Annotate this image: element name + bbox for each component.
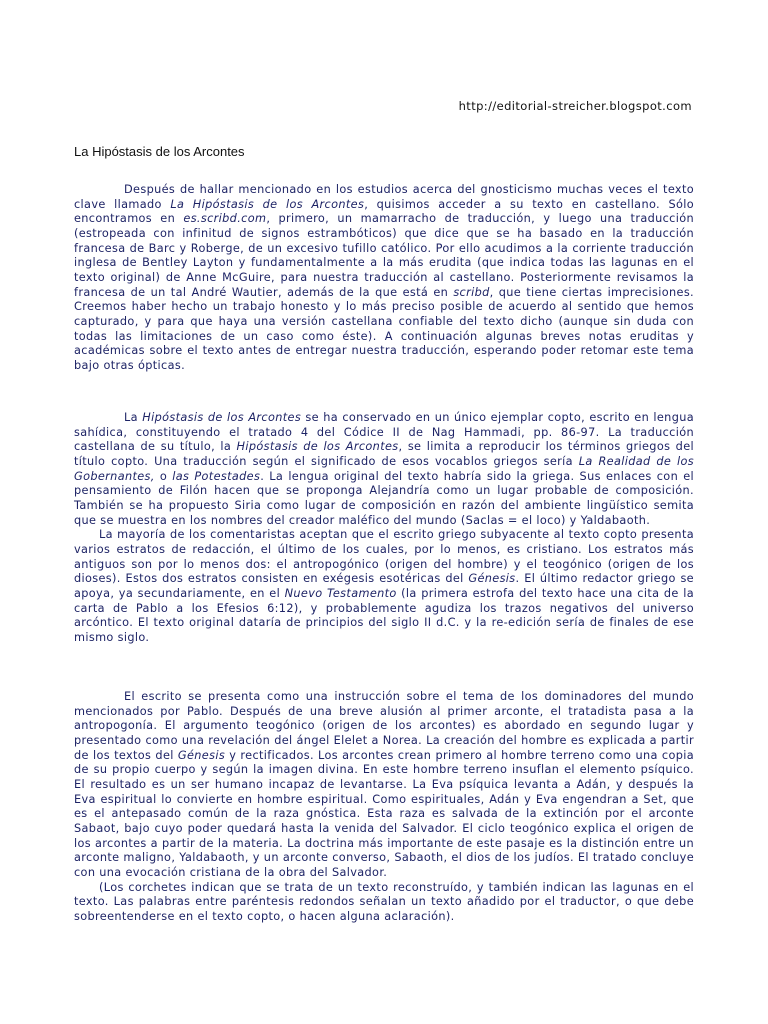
italic-book-run: Nuevo Testamento — [284, 586, 397, 600]
italic-title-run: Hipóstasis de los Arcontes — [236, 440, 399, 454]
italic-title-run: La Realidad de los Gobernantes, — [74, 454, 694, 483]
summary-paragraph — [74, 690, 694, 881]
text-run: , primero, un mamarracho de traducción, y luego una traducción (estropeada con infinitud de signos estrambóticos) que dice que se ha basado en la traducción francesa de Barc y Roberge, de un excesivo tufillo católico. Por ello acudimos a la corriente traducción inglesa de Bentley Layton y fundamentalmente a la más erudita (que indica todas las lagunas en el texto original) de Anne McGuire, para nuestra traducción al castellano. Posteriormente revisamos la francesa de un tal André Wautier, además de la que está en — [74, 212, 695, 299]
summary-section — [74, 690, 694, 925]
italic-book-run: Génesis — [177, 748, 226, 762]
text-run: El escrito se presenta como una instrucción sobre el tema de los dominadores del mundo mencionados por Pablo. Después de una breve alusión al primer arconte, el tratadista pasa a la antropogonía. El argumento teogónico (origen de los arcontes) es abordado en segundo lugar y presentado como una revelación del ángel Elelet a Norea. La creación del hombre es explicada a partir de los textos del — [74, 690, 694, 762]
italic-title-run: La Hipóstasis de los Arcontes — [170, 197, 365, 211]
italic-title-run: Hipóstasis de los Arcontes — [142, 411, 302, 424]
notes-section — [74, 411, 694, 646]
document-title: La Hipóstasis de los Arcontes — [74, 144, 245, 159]
intro-section — [74, 183, 694, 374]
text-run: . El último redactor griego se apoya, ya secundariamente, en el — [74, 572, 694, 600]
text-run: o — [154, 469, 173, 483]
italic-book-run: Génesis — [468, 572, 516, 586]
text-run: La — [124, 411, 143, 424]
text-run: , quisimos acceder a su texto en castellano. Sólo encontramos en — [74, 197, 695, 226]
text-run: . La lengua original del texto habría sido la griega. Sus enlaces con el pensamiento de Filón hacen que se proponga Alejandría como un lugar probable de composición. También se ha propuesto Siria como lugar de composición en razón del ambiente lingüístico semita que se muestra en los nombres del creador maléfico del mundo (Saclas = el loco) y Yaldabaoth. — [74, 469, 694, 527]
origin-paragraph — [74, 411, 694, 528]
text-run: (la primera estrofa del texto hace una cita de la carta de Pablo a los Efesios 6:12), y probablemente agudiza los trazos negativos del universo arcóntico. El texto original dataría de principios del siglo II d.C. y la re-edición sería de finales de ese mismo siglo. — [74, 586, 694, 644]
text-run: y rectificados. Los arcontes crean primero al hombre terreno como una copia de su propio cuerpo y según la imagen divina. En este hombre terreno insuflan el elemento psíquico. El resultado es un ser humano incapaz de levantarse. La Eva psíquica levanta a Adán, y después la Eva espiritual lo convierte en hombre espiritual. Como espirituales, Adán y Eva engendran a Set, que es el antepasado común de la raza gnóstica. Esta raza es salvada de la extinción por el arconte Sabaot, bajo cuyo poder quedará hasta la venida del Salvador. El ciclo teogónico explica el origen de los arcontes a partir de la materia. La doctrina más importante de este pasaje es la distinción entre un arconte maligno, Yaldabaoth, y un arconte converso, Sabaoth, el dios de los judíos. El tratado concluye con una evocación cristiana de la obra del Salvador. — [74, 748, 694, 879]
text-run: (Los corchetes indican que se trata de un texto reconstruído, y también indican las lagunas en el texto. Las palabras entre paréntesis redondos señalan un texto añadido por el traductor, o que debe sobreentenderse en el texto copto, o hacen alguna aclaración). — [74, 880, 694, 923]
brackets-note-paragraph — [74, 881, 694, 925]
italic-site-run: scribd — [453, 285, 490, 299]
blog-url: http://editorial-streicher.blogspot.com — [458, 99, 692, 113]
intro-paragraph — [74, 183, 694, 374]
text-run: se ha conservado en un único ejemplar copto, escrito en lengua sahídica, constituyendo el tratado 4 del Códice II de Nag Hammadi, pp. 86-97. La traducción castellana de su título, la — [74, 411, 694, 454]
text-run: La mayoría de los comentaristas aceptan que el escrito griego subyacente al texto copto presenta varios estratos de redacción, el último de los cuales, por lo menos, es cristiano. Los estratos más antiguos son por lo menos dos: el antropogónico (origen del hombre) y el teogónico (origen de los dioses). Estos dos estratos consisten en exégesis esotéricas del — [74, 528, 694, 586]
italic-title-run: las Potestades — [172, 469, 261, 483]
text-run: , que tiene ciertas imprecisiones. Creemos haber hecho un trabajo honesto y lo más preciso posible de acuerdo al sentido que hemos capturado, y para que haya una versión castellana confiable del texto dicho (aunque sin duda con todas las limitaciones de un caso como éste). A continuación algunas breves notas eruditas y académicas sobre el texto antes de entregar nuestra traducción, esperando poder retomar este tema bajo otras ópticas. — [74, 285, 695, 372]
strata-paragraph — [74, 528, 694, 645]
text-run: Después de hallar mencionado en los estudios acerca del gnosticismo muchas veces el texto clave llamado — [74, 183, 694, 211]
italic-site-run: es.scribd.com — [183, 212, 267, 226]
text-run: , se limita a reproducir los términos griegos del título copto. Una traducción según el significado de esos vocablos griegos sería — [74, 440, 694, 468]
